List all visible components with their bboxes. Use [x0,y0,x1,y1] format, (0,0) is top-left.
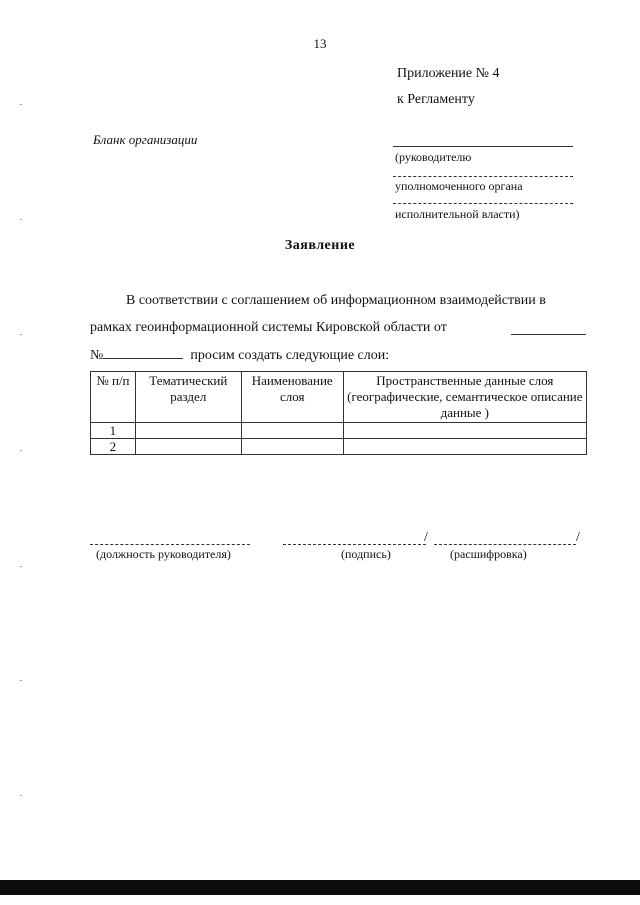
layers-table [90,371,587,455]
table-header-row [91,372,587,423]
row-number-cell: 1 [91,423,136,439]
recipient-line-1: (руководителю [395,150,472,164]
scan-speck [20,680,22,681]
signature-line[interactable] [283,544,426,545]
body-line-1 [90,293,586,309]
scan-speck [20,334,22,335]
recipient-fill-line [393,203,573,204]
body-text: просим создать следующие слои: [190,348,390,363]
table-row [91,423,587,439]
scan-speck [20,104,22,105]
agreement-date-field[interactable] [511,320,586,335]
recipient-line-3: исполнительной власти) [395,207,520,221]
scan-speck [20,795,22,796]
row-number-cell: 2 [91,439,136,455]
scan-speck [20,219,22,220]
decode-label: (расшифровка) [450,547,527,561]
agreement-number-field[interactable] [103,344,183,359]
position-signature-line[interactable] [90,544,250,545]
table-cell[interactable] [135,439,241,455]
table-cell[interactable] [343,423,586,439]
separator-slash: / [576,530,580,545]
position-label: (должность руководителя) [96,547,231,561]
body-text: рамках геоинформационной системы Кировской области от [90,320,447,335]
table-cell[interactable] [135,423,241,439]
separator-slash: / [424,530,428,545]
body-line-2 [90,320,586,336]
recipient-fill-line [393,146,573,147]
scan-speck [20,566,22,567]
table-cell[interactable] [241,439,343,455]
table-cell[interactable] [241,423,343,439]
body-text: В соответствии с соглашением об информационном взаимодействии в [126,293,546,308]
decode-signature-line[interactable] [434,544,576,545]
recipient-line-2: уполномоченного органа [395,179,523,193]
number-sign: № [90,348,104,363]
table-cell[interactable] [343,439,586,455]
page-number: 13 [313,36,327,51]
organization-letterhead-placeholder: Бланк организации [93,132,198,147]
document-title: Заявление [284,238,356,253]
attachment-reference: к Регламенту [397,92,475,107]
attachment-number: Приложение № 4 [397,66,500,81]
recipient-fill-line [393,176,573,177]
body-line-3 [90,344,586,364]
scan-bottom-edge [0,880,640,895]
column-header-number: № п/п [91,372,136,423]
signature-label: (подпись) [341,547,391,561]
table-row [91,439,587,455]
column-header-spatial-data: Пространственные данные слоя (географические, семантическое описание данные ) [343,372,586,423]
column-header-section: Тематический раздел [135,372,241,423]
scan-speck [20,450,22,451]
column-header-layer-name: Наименование слоя [241,372,343,423]
